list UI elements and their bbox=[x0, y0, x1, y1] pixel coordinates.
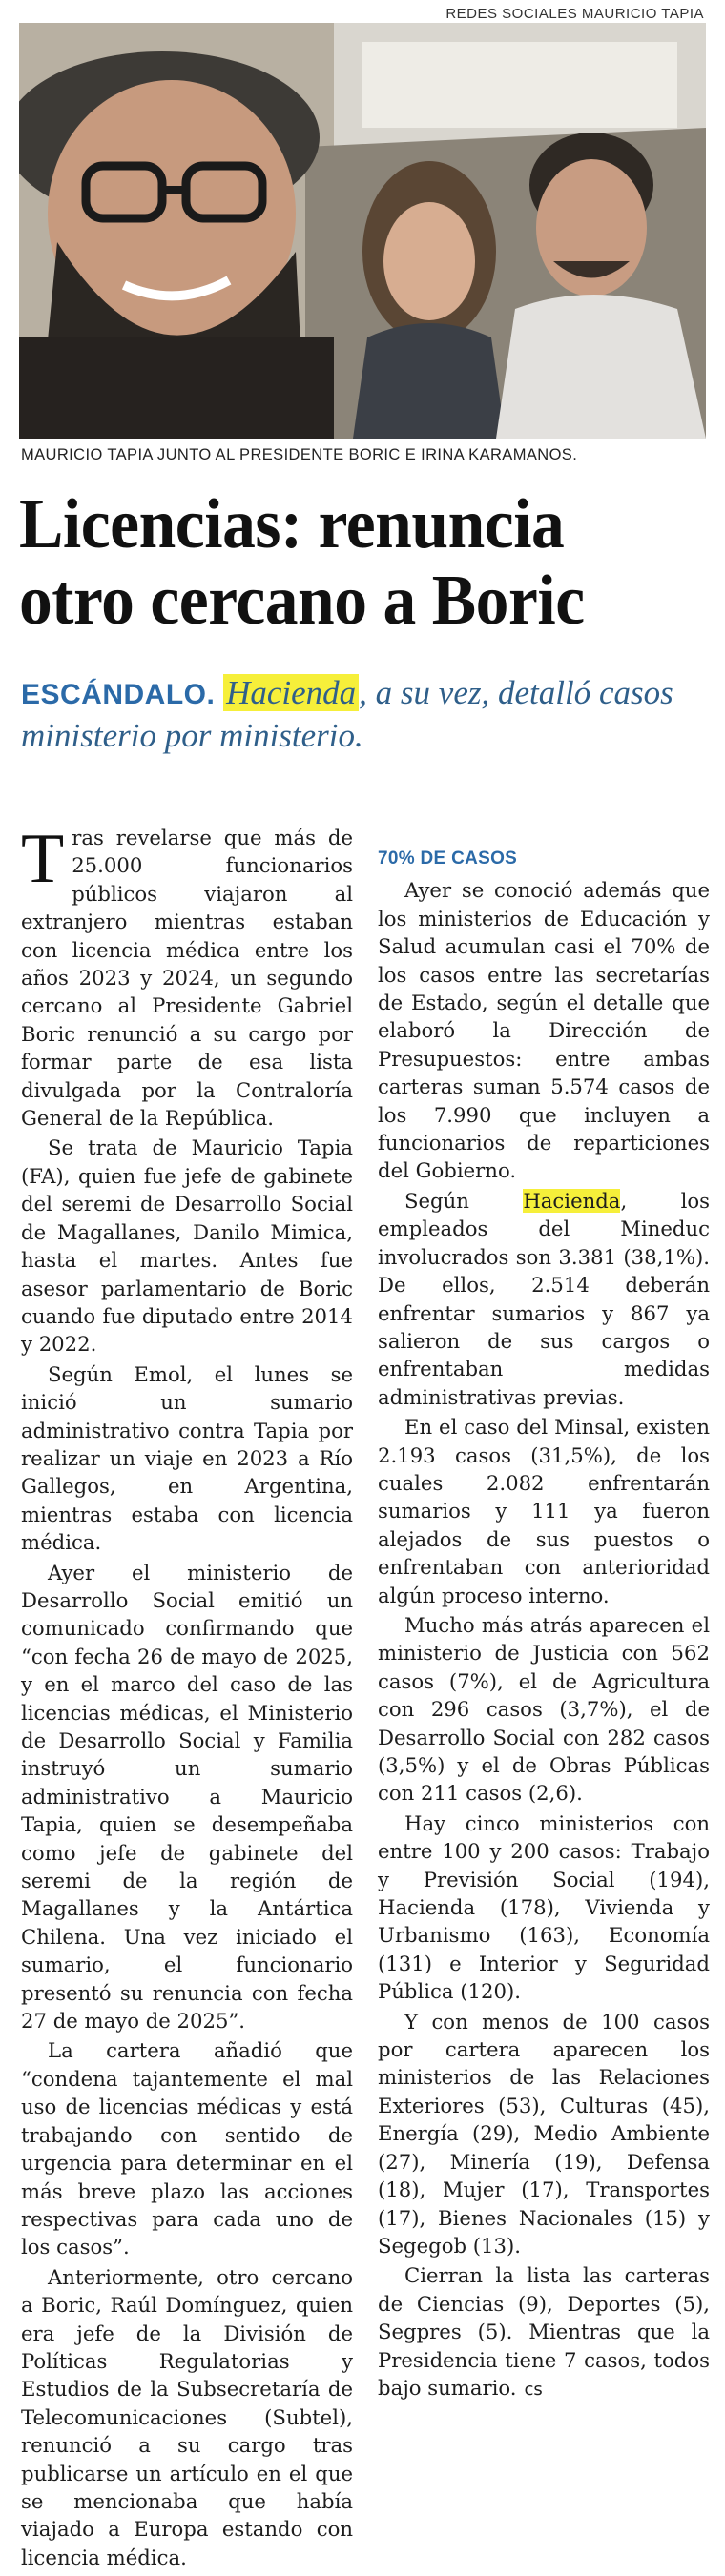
paragraph-8-post: , los empleados del Mineduc involucrados son 3.381 (38,1%). De ellos, 2.514 deberán enfrentar sumarios y 867 ya salieron de sus cargos o enfrentaban medidas administrativas previas. bbox=[378, 1188, 710, 1409]
article-photo bbox=[19, 23, 706, 439]
selfie-illustration bbox=[19, 23, 706, 439]
photo-credit: REDES SOCIALES MAURICIO TAPIA bbox=[445, 6, 704, 22]
paragraph-12: Y con menos de 100 casos por cartera aparecen los ministerios de las Relaciones Exteriores (53), Culturas (45), Energía (29), Medio Ambiente (27), Minería (19), Defensa (18), Mujer (17), Transportes (17), Bienes Nacionales (15) y Segegob (13). bbox=[378, 2009, 710, 2258]
end-mark: cs bbox=[524, 2379, 543, 2400]
paragraph-2: Se trata de Mauricio Tapia (FA), quien fue jefe de gabinete del seremi de Desarrollo Social de Magallanes, Danilo Mimica, hasta el martes. Antes fue asesor parlamentario de Boric cuando fue diputado entre 2014 y 2022. bbox=[21, 1135, 353, 1357]
deck bbox=[21, 672, 704, 756]
headline: Licencias: renuncia otro cercano a Boric bbox=[19, 485, 585, 640]
paragraph-7: Ayer se conoció además que los ministerios de Educación y Salud acumulan casi el 70% de los casos entre las secretarías de Estado, según el detalle que elaboró la Dirección de Presupuestos: entre ambas carteras suman 5.574 casos de los 7.990 que incluyen a funcionarios de reparticiones del Gobierno. bbox=[378, 878, 710, 1183]
paragraph-9: En el caso del Minsal, existen 2.193 casos (31,5%), de los cuales 2.082 enfrentarán sumarios y 111 ya fueron alejados de sus puestos o enfrentaban con anterioridad algún proceso interno. bbox=[378, 1415, 710, 1607]
deck-text: , a su vez, detalló casos ministerio por ministerio. bbox=[21, 674, 673, 754]
paragraph-1 bbox=[21, 820, 353, 1132]
paragraph-8-highlight: Hacienda bbox=[523, 1188, 621, 1213]
paragraph-4: Ayer el ministerio de Desarrollo Social emitió un comunicado confirmando que “con fecha 26 de mayo de 2025, y en el marco del caso de las licencias médicas, el Ministerio de Desarrollo Social y Familia instruyó un sumario administrativo a Mauricio Tapia, quien se desempeñaba como jefe de gabinete del seremi de la región de Magallanes y la Antártica Chilena. Una vez iniciado el sumario, el funcionario presentó su renuncia con fecha 27 de mayo de 2025”. bbox=[21, 1560, 353, 2034]
drop-cap: T bbox=[21, 820, 65, 898]
article-column-left bbox=[21, 820, 353, 2573]
article-column-right bbox=[378, 835, 710, 2405]
paragraph-3: Según Emol, el lunes se inició un sumario administrativo contra Tapia por realizar un viaje en 2023 a Río Gallegos, en Argentina, mientras estaba con licencia médica. bbox=[21, 1361, 353, 1555]
deck-kicker: ESCÁNDALO. bbox=[21, 679, 216, 710]
paragraph-5: La cartera añadió que “condena tajantemente el mal uso de licencias médicas y está trabajando con sentido de urgencia para determinar en el más breve plazo las acciones respectivas para cada uno de los casos”. bbox=[21, 2038, 353, 2259]
subhead: 70% DE CASOS bbox=[378, 848, 518, 869]
paragraph-10: Mucho más atrás aparecen el ministerio de Justicia con 562 casos (7%), el de Agricultura con 296 casos (3,7%), el de Desarrollo Social con 282 casos (3,5%) y el de Obras Públicas con 211 casos (2,6). bbox=[378, 1612, 710, 1806]
paragraph-13 bbox=[378, 2261, 710, 2403]
paragraph-8-pre: Según bbox=[404, 1188, 524, 1213]
paragraph-1-text: ras revelarse que más de 25.000 funcionarios públicos viajaron al extranjero mientras estaban con licencia médica entre los años 2023 y 2024, un segundo cercano al Presidente Gabriel Boric renunció a su cargo por formar parte de esa lista divulgada por la Contraloría General de la República. bbox=[21, 826, 353, 1131]
paragraph-8 bbox=[378, 1187, 710, 1411]
deck-highlight: Hacienda bbox=[223, 674, 359, 711]
paragraph-13-text: Cierran la lista las carteras de Ciencias (9), Deportes (5), Segpres (5). Mientras que la Presidencia tiene 7 casos, todos bajo sumario. bbox=[378, 2263, 710, 2400]
paragraph-11: Hay cinco ministerios con entre 100 y 200 casos: Trabajo y Previsión Social (194), Hacienda (178), Vivienda y Urbanismo (163), Economía (131) e Interior y Seguridad Pública (120). bbox=[378, 1810, 710, 2004]
photo-caption: MAURICIO TAPIA JUNTO AL PRESIDENTE BORIC E IRINA KARAMANOS. bbox=[21, 446, 578, 463]
paragraph-6: Anteriormente, otro cercano a Boric, Raúl Domínguez, quien era jefe de la División de Políticas Regulatorias y Estudios de la Subsecretaría de Telecomunicaciones (Subtel), renunció a su cargo tras publicarse un artículo en el que se mencionaba que había viajado a Europa estando con licencia médica. bbox=[21, 2264, 353, 2569]
